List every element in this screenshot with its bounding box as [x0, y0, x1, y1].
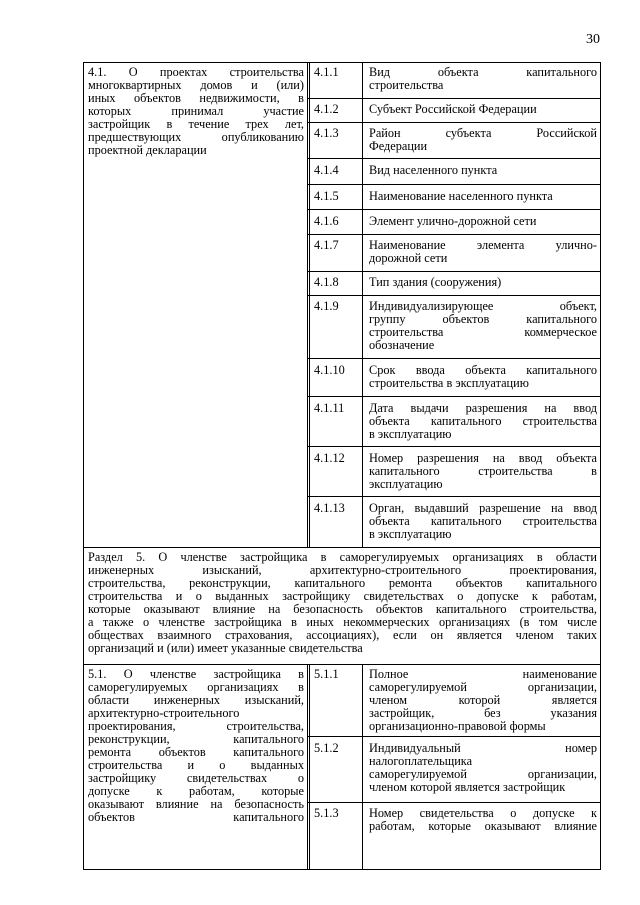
- section5-heading: [88, 668, 304, 824]
- heading-line: реконструкции, капитального: [88, 732, 304, 746]
- heading-line: 5.1. О членстве застройщика в: [88, 667, 304, 681]
- description-line: Номер свидетельства о допуске к: [369, 806, 597, 820]
- row-line: [308, 271, 601, 272]
- heading-line: 4.1. О проектах строительства: [88, 65, 304, 79]
- row-description: [369, 190, 597, 203]
- section5-col-divider-1: [307, 664, 308, 870]
- section5-title: [88, 551, 597, 655]
- row-code: 4.1.13: [314, 501, 345, 515]
- description-line: работам, которые оказывают влияние: [369, 819, 597, 833]
- row-line: [308, 158, 601, 159]
- description-line: Срок ввода объекта капитального: [369, 363, 597, 377]
- description-line: строительства в эксплуатацию: [369, 376, 529, 390]
- title-line: организаций и (или) имеет указанные свидетельства: [88, 641, 363, 655]
- row-description: [369, 164, 597, 177]
- heading-line: строительства и о выданных: [88, 758, 304, 772]
- row-description: [369, 364, 597, 390]
- heading-line: застройщик в течение трех лет,: [88, 117, 304, 131]
- description-line: Дата выдачи разрешения на ввод: [369, 401, 597, 415]
- description-line: Федерации: [369, 139, 428, 153]
- row-line: [308, 802, 601, 803]
- row-description: [369, 452, 597, 491]
- row-line: [308, 184, 601, 185]
- row-line: [308, 98, 601, 99]
- row-description: [369, 742, 597, 794]
- description-line: дорожной сети: [369, 251, 448, 265]
- section5-col-divider-3: [362, 664, 363, 870]
- table-border-bottom: [83, 869, 601, 870]
- row-code: 4.1.5: [314, 189, 339, 203]
- description-line: Элемент улично-дорожной сети: [369, 214, 537, 228]
- table-border-left: [83, 62, 84, 870]
- section5-col-divider-2: [309, 664, 310, 870]
- row-line: [308, 496, 601, 497]
- row-line: [308, 122, 601, 123]
- section5-title-bottom: [83, 664, 601, 665]
- heading-line: которых принимал участие: [88, 104, 304, 118]
- description-line: строительства коммерческое: [369, 325, 597, 339]
- row-line: [308, 295, 601, 296]
- page-number: 30: [586, 32, 600, 47]
- row-code: 4.1.4: [314, 163, 339, 177]
- description-line: в эксплуатацию: [369, 527, 452, 541]
- section4-col-divider-3: [362, 62, 363, 548]
- description-line: Наименование элемента улично-: [369, 238, 597, 252]
- description-line: Орган, выдавший разрешение на ввод: [369, 501, 597, 515]
- row-code: 4.1.10: [314, 363, 345, 377]
- description-line: Вид населенного пункта: [369, 163, 498, 177]
- row-code: 4.1.11: [314, 401, 345, 415]
- heading-line: ремонта объектов капитального: [88, 745, 304, 759]
- description-line: организационно-правовой формы: [369, 719, 546, 733]
- row-line: [308, 396, 601, 397]
- row-code: 4.1.12: [314, 451, 345, 465]
- heading-line: допуске к работам, которые: [88, 784, 304, 798]
- description-line: обозначение: [369, 338, 435, 352]
- description-line: членом которой является: [369, 693, 597, 707]
- title-line: Раздел 5. О членстве застройщика в саморегулируемых организациях в области: [88, 550, 597, 564]
- row-description: [369, 502, 597, 541]
- description-line: Субъект Российской Федерации: [369, 102, 537, 116]
- row-code: 5.1.3: [314, 806, 339, 820]
- description-line: налогоплательщика: [369, 754, 473, 768]
- row-line: [308, 446, 601, 447]
- row-description: [369, 127, 597, 153]
- description-line: Вид объекта капитального: [369, 65, 597, 79]
- description-line: Район субъекта Российской: [369, 126, 597, 140]
- description-line: группу объектов капитального: [369, 312, 597, 326]
- heading-line: предшествующих опубликованию: [88, 130, 304, 144]
- row-description: [369, 300, 597, 352]
- title-line: обществах взаимного страхования, ассоциациях), если он является членом таких: [88, 628, 597, 642]
- row-code: 5.1.2: [314, 741, 339, 755]
- description-line: эксплуатацию: [369, 477, 443, 491]
- row-code: 4.1.9: [314, 299, 339, 313]
- section4-heading: [88, 66, 304, 157]
- table-border-top: [83, 62, 601, 63]
- description-line: Индивидуальный номер: [369, 741, 597, 755]
- description-line: объекта капитального строительства: [369, 514, 597, 528]
- row-code: 5.1.1: [314, 667, 339, 681]
- row-code: 4.1.8: [314, 275, 339, 289]
- description-line: капитального строительства в: [369, 464, 597, 478]
- row-description: [369, 276, 597, 289]
- section5-title-top: [83, 547, 601, 548]
- description-line: саморегулируемой организации,: [369, 680, 597, 694]
- description-line: членом которой является застройщик: [369, 780, 566, 794]
- description-line: Полное наименование: [369, 667, 597, 681]
- heading-line: проектирования, строительства,: [88, 719, 304, 733]
- row-code: 4.1.3: [314, 126, 339, 140]
- row-description: [369, 807, 597, 833]
- heading-line: области инженерных изысканий,: [88, 693, 304, 707]
- description-line: застройщик, без указания: [369, 706, 597, 720]
- title-line: инженерных изысканий, архитектурно-строительного проектирования,: [88, 563, 597, 577]
- row-line: [308, 209, 601, 210]
- heading-line: саморегулируемых организациях в: [88, 680, 304, 694]
- description-line: Наименование населенного пункта: [369, 189, 553, 203]
- description-line: строительства: [369, 78, 444, 92]
- title-line: строительства и о выданных застройщику свидетельствах о допуске к работам,: [88, 589, 597, 603]
- heading-line: иных объектов недвижимости, в: [88, 91, 304, 105]
- description-line: Индивидуализирующее объект,: [369, 299, 597, 313]
- description-line: в эксплуатацию: [369, 427, 452, 441]
- row-description: [369, 103, 597, 116]
- title-line: строительства, реконструкции, капитального ремонта объектов капитального: [88, 576, 597, 590]
- title-line: а также о членстве застройщика в иных некоммерческих организациях (в том числе: [88, 615, 597, 629]
- row-line: [308, 234, 601, 235]
- description-line: Тип здания (сооружения): [369, 275, 502, 289]
- row-description: [369, 668, 597, 733]
- description-line: Номер разрешения на ввод объекта: [369, 451, 597, 465]
- title-line: которые оказывают влияние на безопасность объектов капитального строительства,: [88, 602, 597, 616]
- row-code: 4.1.6: [314, 214, 339, 228]
- section4-col-divider-1: [307, 62, 308, 548]
- heading-line: архитектурно-строительного: [88, 706, 240, 720]
- heading-line: многоквартирных домов и (или): [88, 78, 304, 92]
- row-description: [369, 66, 597, 92]
- row-code: 4.1.2: [314, 102, 339, 116]
- row-description: [369, 215, 597, 228]
- row-description: [369, 239, 597, 265]
- row-code: 4.1.7: [314, 238, 339, 252]
- section4-col-divider-2: [309, 62, 310, 548]
- row-description: [369, 402, 597, 441]
- row-line: [308, 736, 601, 737]
- description-line: саморегулируемой организации,: [369, 767, 597, 781]
- heading-line: оказывают влияние на безопасность: [88, 797, 304, 811]
- row-line: [308, 358, 601, 359]
- heading-line: застройщику свидетельствах о: [88, 771, 304, 785]
- heading-line: проектной декларации: [88, 143, 207, 157]
- description-line: объекта капитального строительства: [369, 414, 597, 428]
- row-code: 4.1.1: [314, 65, 339, 79]
- heading-line: объектов капитального: [88, 810, 304, 824]
